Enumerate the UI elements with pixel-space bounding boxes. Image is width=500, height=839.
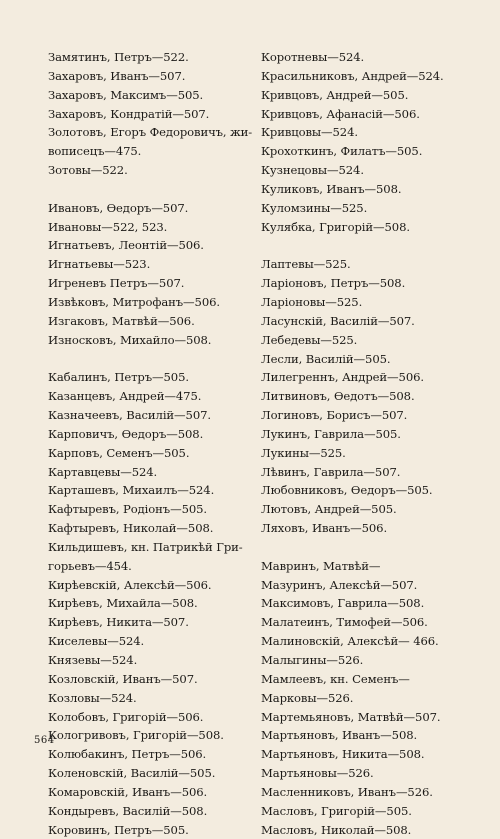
index-entry: Малыгины—526. [261,653,364,667]
section-gap [48,180,243,199]
index-entry: Лѣвинъ, Гаврила—507. [261,464,401,479]
index-entry: Захаровъ, Иванъ—507. [48,68,186,83]
index-entry: Колюбакинъ, Петръ—506. [48,747,207,762]
index-entry: Масловъ, Николай—508. [261,822,412,837]
index-entry: Ивановы—522, 523. [48,219,168,234]
index-entry: Ляховъ, Иванъ—506. [261,521,388,536]
index-entry: Мартьяновъ, Никита—508. [261,747,425,762]
index-entry: Казанцевъ, Андрей—475. [48,389,202,404]
index-entry: Карповичъ, Ѳедоръ—508. [48,426,204,441]
index-entry: Козловы—524. [48,690,137,705]
index-entry: вописецъ—475. [48,144,142,159]
index-entry: Игнатьевъ, Леонтій—506. [48,238,204,253]
index-entry: Лютовъ, Андрей—505. [261,502,397,517]
index-entry: Кондыревъ, Василій—508. [48,803,208,818]
index-entry: Коленовскій, Василій—505. [48,766,216,781]
index-entry: Ларіоновъ, Петръ—508. [261,276,406,291]
index-entry: Кулябка, Григорій—508. [261,219,410,234]
index-entry: Ласунскій, Василій—507. [261,313,415,328]
index-entry: Логиновъ, Борисъ—507. [261,408,408,423]
index-entry: Мартьяновы—526. [261,766,374,781]
index-entry: Зотовы—522. [48,163,128,178]
index-entry: Износковъ, Михайло—508. [48,332,212,347]
index-entry: Красильниковъ, Андрей—524. [261,68,444,83]
index-entry: Замятинъ, Петръ—522. [48,50,189,64]
index-entry: Малиновскій, Алексѣй— 466. [261,634,439,649]
index-entry: Колобовъ, Григорій—506. [48,709,204,724]
index-entry: Захаровъ, Максимъ—505. [48,87,204,102]
index-entry: Кривцовъ, Андрей—505. [261,87,409,102]
index-entry: Кабалинъ, Петръ—505. [48,370,189,385]
index-entry: Масленниковъ, Иванъ—526. [261,784,433,799]
index-entry: Мавринъ, Матвѣй— [261,558,381,573]
index-entry: Куликовъ, Иванъ—508. [261,181,402,196]
index-entry: Карповъ, Семенъ—505. [48,445,190,460]
index-entry: Комаровскій, Иванъ—506. [48,784,208,799]
index-entry: Крохоткинъ, Филатъ—505. [261,144,423,159]
index-entry: Коровинъ, Петръ—505. [48,822,189,837]
index-entry: Кафтыревъ, Николай—508. [48,521,214,536]
index-entry: Кривцовы—524. [261,125,358,140]
index-entry: Лесли, Василій—505. [261,351,391,366]
index-entry: Мартьяновъ, Иванъ—508. [261,728,418,743]
index-entry: Захаровъ, Кондратій—507. [48,106,210,121]
index-entry: Кирѣевъ, Михайла—508. [48,596,198,611]
index-entry: Казначеевъ, Василій—507. [48,408,211,423]
left-column [48,48,253,839]
index-entry: Игнатьевы—523. [48,257,151,272]
page-number: 564 [34,735,55,746]
index-entry: Лилегреннъ, Андрей—506. [261,370,424,385]
section-gap [48,350,243,369]
right-column [261,48,456,839]
index-entry: Лаптевы—525. [261,257,351,272]
index-entry: Кафтыревъ, Родіонъ—505. [48,502,207,517]
index-entry: Кирѣевскій, Алексѣй—506. [48,577,212,592]
index-entry: Коротневы—524. [261,50,365,64]
index-entry: Ивановъ, Ѳедоръ—507. [48,200,189,215]
index-entry: Игреневъ Петръ—507. [48,276,185,291]
index-entry: Малатеинъ, Тимофей—506. [261,615,428,630]
index-entry: Изгаковъ, Матвѣй—506. [48,313,195,328]
index-entry: Мартемьяновъ, Матвѣй—507. [261,709,441,724]
section-gap [261,236,456,255]
index-entry: Литвиновъ, Ѳедотъ—508. [261,389,415,404]
index-entry: Масловъ, Григорій—505. [261,803,412,818]
index-entry: Картавцевы—524. [48,464,158,479]
index-entry: Лукинъ, Гаврила—505. [261,426,401,441]
index-entry: Карташевъ, Михаилъ—524. [48,483,215,498]
index-entry: Киселевы—524. [48,634,145,649]
index-entry: Мазуринъ, Алексѣй—507. [261,577,418,592]
section-gap [261,538,456,557]
index-entry: Марковы—526. [261,690,354,705]
index-entry: Лукины—525. [261,445,346,460]
index-entry: Кильдишевъ, кн. Патрикѣй Гри- [48,539,243,554]
index-entry: Козловскій, Иванъ—507. [48,671,198,686]
index-entry: Максимовъ, Гаврила—508. [261,596,425,611]
index-entry: Кузнецовы—524. [261,163,364,178]
index-entry: Мамлеевъ, кн. Семенъ— [261,671,410,686]
index-entry: Кирѣевъ, Никита—507. [48,615,189,630]
index-entry: Кологривовъ, Григорій—508. [48,728,224,743]
index-entry: Ларіоновы—525. [261,294,363,309]
index-entry: Лебедевы—525. [261,332,358,347]
index-entry: Любовниковъ, Ѳедоръ—505. [261,483,433,498]
index-entry: Извѣковъ, Митрофанъ—506. [48,294,220,309]
index-entry: Золотовъ, Егоръ Федоровичъ, жи- [48,125,253,140]
index-entry: Куломзины—525. [261,200,368,215]
index-entry: Князевы—524. [48,653,138,667]
index-entry: горьевъ—454. [48,558,132,573]
index-entry: Кривцовъ, Афанасій—506. [261,106,420,121]
